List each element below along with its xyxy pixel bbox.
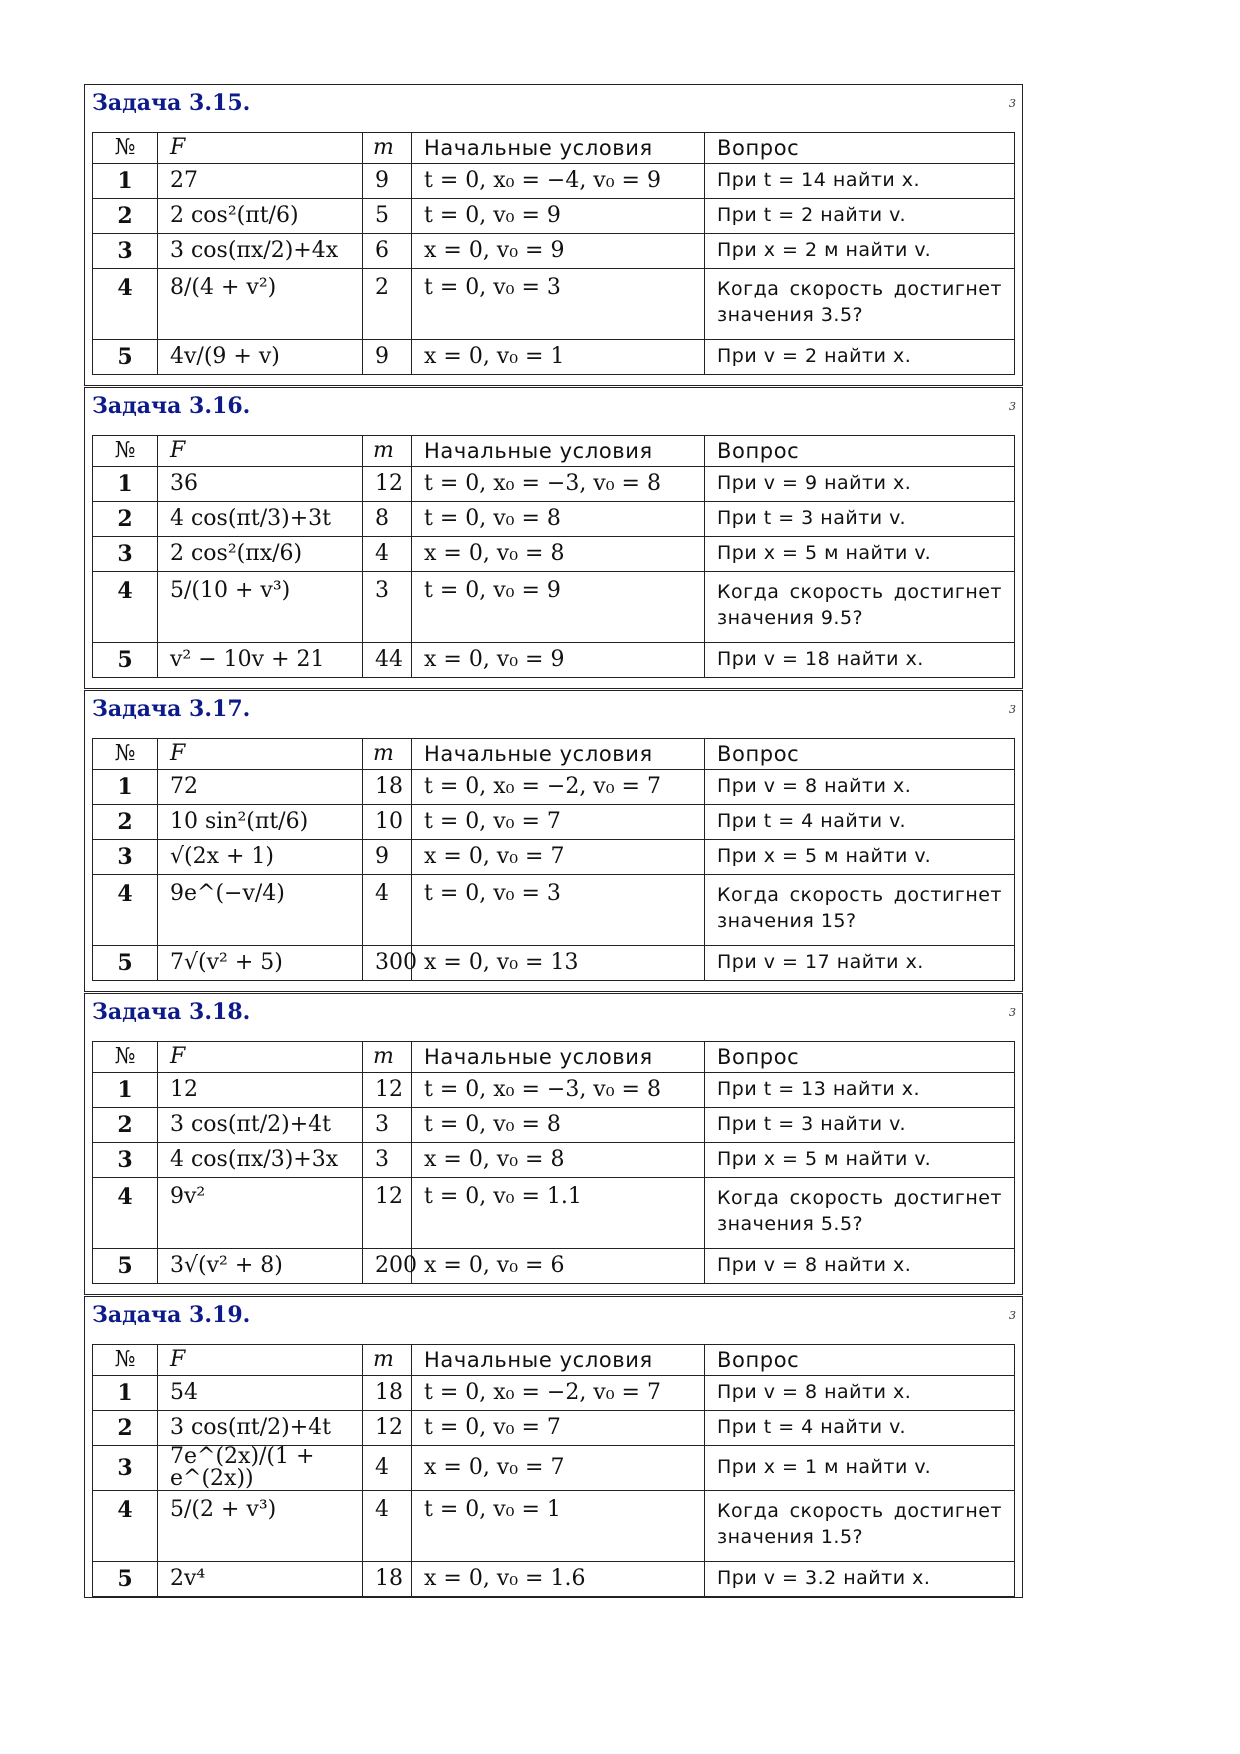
initial-conditions-cell: x = 0, v₀ = 1.6 (412, 1562, 705, 1597)
question-cell (705, 1411, 1015, 1446)
task-block-5 (84, 1296, 1023, 1598)
task-title: Задача 3.19. (92, 1302, 251, 1328)
row-number: 3 (93, 537, 158, 572)
initial-conditions-cell: x = 0, v₀ = 1 (412, 340, 705, 375)
table-row (93, 1411, 1015, 1446)
question-cell (705, 875, 1015, 946)
initial-conditions-cell: t = 0, x₀ = −2, v₀ = 7 (412, 1376, 705, 1411)
row-number: 5 (93, 643, 158, 678)
question-cell (705, 1073, 1015, 1108)
header-mass: m (363, 436, 412, 467)
task-table (92, 132, 1015, 375)
task-header (85, 388, 1022, 432)
task-header (85, 1297, 1022, 1341)
initial-conditions-cell: t = 0, x₀ = −4, v₀ = 9 (412, 164, 705, 199)
force-cell: 12 (158, 1073, 363, 1108)
table-row (93, 1108, 1015, 1143)
question-text: При t = 4 найти v. (717, 1416, 906, 1439)
task-title: Задача 3.17. (92, 696, 251, 722)
force-cell: 54 (158, 1376, 363, 1411)
question-text: При x = 5 м найти v. (717, 845, 932, 868)
table-header-row (93, 1345, 1015, 1376)
mass-cell: 12 (363, 1411, 412, 1446)
mass-cell: 18 (363, 770, 412, 805)
row-number: 4 (93, 875, 158, 946)
question-cell (705, 643, 1015, 678)
mass-cell: 9 (363, 840, 412, 875)
row-number: 2 (93, 502, 158, 537)
row-number: 4 (93, 269, 158, 340)
table-row (93, 1491, 1015, 1562)
force-cell: 3 cos(πt/2)+4t (158, 1411, 363, 1446)
question-text: Когда скорость достигнет значения 5.5? (717, 1187, 1002, 1235)
mass-cell: 3 (363, 572, 412, 643)
mass-cell: 4 (363, 537, 412, 572)
question-text: При v = 17 найти x. (717, 951, 924, 974)
table-row (93, 1143, 1015, 1178)
force-cell: 27 (158, 164, 363, 199)
question-text: При v = 2 найти x. (717, 345, 912, 368)
force-cell: 2 cos²(πx/6) (158, 537, 363, 572)
header-num: № (93, 1042, 158, 1073)
row-number: 1 (93, 770, 158, 805)
row-number: 5 (93, 340, 158, 375)
mass-cell: 12 (363, 1073, 412, 1108)
table-header-row (93, 133, 1015, 164)
question-cell (705, 164, 1015, 199)
question-cell (705, 1178, 1015, 1249)
task-mark: 3 (1009, 97, 1016, 110)
force-cell: √(2x + 1) (158, 840, 363, 875)
question-cell (705, 1108, 1015, 1143)
header-force: F (158, 1345, 363, 1376)
initial-conditions-cell: t = 0, v₀ = 1 (412, 1491, 705, 1562)
question-text: При x = 5 м найти v. (717, 542, 932, 565)
row-number: 1 (93, 1376, 158, 1411)
initial-conditions-cell: x = 0, v₀ = 6 (412, 1249, 705, 1284)
header-initial-conditions: Начальные условия (412, 739, 705, 770)
header-num: № (93, 133, 158, 164)
mass-cell: 4 (363, 1446, 412, 1491)
table-row (93, 572, 1015, 643)
header-mass: m (363, 1042, 412, 1073)
mass-cell: 18 (363, 1376, 412, 1411)
table-row (93, 199, 1015, 234)
question-text: При t = 13 найти x. (717, 1078, 921, 1101)
mass-cell: 5 (363, 199, 412, 234)
initial-conditions-cell: t = 0, v₀ = 7 (412, 805, 705, 840)
table-row (93, 1249, 1015, 1284)
task-table (92, 1041, 1015, 1284)
task-title: Задача 3.18. (92, 999, 251, 1025)
row-number: 2 (93, 199, 158, 234)
row-number: 4 (93, 1178, 158, 1249)
question-cell (705, 572, 1015, 643)
task-block-4 (84, 993, 1023, 1295)
initial-conditions-cell: t = 0, v₀ = 9 (412, 572, 705, 643)
force-cell: 3√(v² + 8) (158, 1249, 363, 1284)
initial-conditions-cell: x = 0, v₀ = 7 (412, 840, 705, 875)
table-row (93, 1178, 1015, 1249)
question-text: При x = 2 м найти v. (717, 239, 932, 262)
header-force: F (158, 133, 363, 164)
initial-conditions-cell: x = 0, v₀ = 8 (412, 537, 705, 572)
row-number: 3 (93, 1143, 158, 1178)
header-initial-conditions: Начальные условия (412, 436, 705, 467)
question-cell (705, 946, 1015, 981)
task-title: Задача 3.16. (92, 393, 251, 419)
mass-cell: 4 (363, 1491, 412, 1562)
header-question: Вопрос (705, 1042, 1015, 1073)
mass-cell: 200 (363, 1249, 412, 1284)
initial-conditions-cell: x = 0, v₀ = 8 (412, 1143, 705, 1178)
initial-conditions-cell: t = 0, v₀ = 3 (412, 875, 705, 946)
task-table (92, 1344, 1015, 1597)
table-row (93, 840, 1015, 875)
question-text: При x = 1 м найти v. (717, 1456, 932, 1479)
table-row (93, 340, 1015, 375)
question-cell (705, 1143, 1015, 1178)
mass-cell: 18 (363, 1562, 412, 1597)
force-cell: 4v/(9 + v) (158, 340, 363, 375)
header-mass: m (363, 739, 412, 770)
question-cell (705, 199, 1015, 234)
mass-cell: 3 (363, 1143, 412, 1178)
task-header (85, 691, 1022, 735)
header-num: № (93, 436, 158, 467)
table-row (93, 946, 1015, 981)
mass-cell: 9 (363, 164, 412, 199)
initial-conditions-cell: x = 0, v₀ = 9 (412, 234, 705, 269)
task-header (85, 994, 1022, 1038)
task-header (85, 85, 1022, 129)
force-cell: 9e^(−v/4) (158, 875, 363, 946)
initial-conditions-cell: t = 0, x₀ = −3, v₀ = 8 (412, 467, 705, 502)
mass-cell: 6 (363, 234, 412, 269)
task-block-2 (84, 387, 1023, 689)
task-mark: 3 (1009, 400, 1016, 413)
table-row (93, 537, 1015, 572)
question-cell (705, 234, 1015, 269)
question-text: Когда скорость достигнет значения 3.5? (717, 278, 1002, 326)
row-number: 2 (93, 805, 158, 840)
row-number: 3 (93, 1446, 158, 1491)
row-number: 4 (93, 572, 158, 643)
initial-conditions-cell: t = 0, v₀ = 7 (412, 1411, 705, 1446)
question-text: При v = 9 найти x. (717, 472, 912, 495)
row-number: 5 (93, 946, 158, 981)
row-number: 1 (93, 164, 158, 199)
header-question: Вопрос (705, 1345, 1015, 1376)
force-cell: 9v² (158, 1178, 363, 1249)
header-mass: m (363, 133, 412, 164)
force-cell: 7e^(2x)/(1 + e^(2x)) (158, 1446, 363, 1491)
force-cell: 3 cos(πt/2)+4t (158, 1108, 363, 1143)
row-number: 5 (93, 1249, 158, 1284)
header-force: F (158, 436, 363, 467)
question-text: При x = 5 м найти v. (717, 1148, 932, 1171)
mass-cell: 8 (363, 502, 412, 537)
force-cell: 72 (158, 770, 363, 805)
initial-conditions-cell: t = 0, v₀ = 9 (412, 199, 705, 234)
row-number: 3 (93, 840, 158, 875)
table-row (93, 234, 1015, 269)
force-cell: 36 (158, 467, 363, 502)
initial-conditions-cell: t = 0, v₀ = 1.1 (412, 1178, 705, 1249)
task-mark: 3 (1009, 1309, 1016, 1322)
question-cell (705, 770, 1015, 805)
force-cell: 5/(10 + v³) (158, 572, 363, 643)
header-initial-conditions: Начальные условия (412, 133, 705, 164)
mass-cell: 12 (363, 1178, 412, 1249)
mass-cell: 300 (363, 946, 412, 981)
initial-conditions-cell: x = 0, v₀ = 13 (412, 946, 705, 981)
force-cell: 5/(2 + v³) (158, 1491, 363, 1562)
mass-cell: 44 (363, 643, 412, 678)
row-number: 2 (93, 1411, 158, 1446)
question-text: При v = 8 найти x. (717, 1381, 912, 1404)
row-number: 1 (93, 1073, 158, 1108)
header-question: Вопрос (705, 739, 1015, 770)
task-block-3 (84, 690, 1023, 992)
table-row (93, 1562, 1015, 1597)
task-table (92, 738, 1015, 981)
question-text: При t = 3 найти v. (717, 507, 906, 530)
question-cell (705, 1562, 1015, 1597)
header-num: № (93, 1345, 158, 1376)
initial-conditions-cell: t = 0, x₀ = −3, v₀ = 8 (412, 1073, 705, 1108)
table-row (93, 805, 1015, 840)
mass-cell: 4 (363, 875, 412, 946)
initial-conditions-cell: t = 0, v₀ = 8 (412, 502, 705, 537)
question-text: При t = 2 найти v. (717, 204, 906, 227)
table-row (93, 770, 1015, 805)
question-cell (705, 1249, 1015, 1284)
table-row (93, 1073, 1015, 1108)
table-row (93, 502, 1015, 537)
force-cell: 2v⁴ (158, 1562, 363, 1597)
header-force: F (158, 1042, 363, 1073)
table-row (93, 1446, 1015, 1491)
table-header-row (93, 436, 1015, 467)
question-cell (705, 805, 1015, 840)
task-list (84, 84, 1023, 1599)
initial-conditions-cell: t = 0, v₀ = 8 (412, 1108, 705, 1143)
force-cell: 3 cos(πx/2)+4x (158, 234, 363, 269)
row-number: 2 (93, 1108, 158, 1143)
force-cell: 2 cos²(πt/6) (158, 199, 363, 234)
table-row (93, 1376, 1015, 1411)
question-cell (705, 1491, 1015, 1562)
header-num: № (93, 739, 158, 770)
question-cell (705, 467, 1015, 502)
row-number: 1 (93, 467, 158, 502)
question-text: При t = 3 найти v. (717, 1113, 906, 1136)
question-cell (705, 1376, 1015, 1411)
mass-cell: 9 (363, 340, 412, 375)
initial-conditions-cell: t = 0, v₀ = 3 (412, 269, 705, 340)
question-text: При v = 8 найти x. (717, 1254, 912, 1277)
table-row (93, 164, 1015, 199)
task-mark: 3 (1009, 703, 1016, 716)
table-row (93, 643, 1015, 678)
header-force: F (158, 739, 363, 770)
force-cell: 4 cos(πt/3)+3t (158, 502, 363, 537)
question-cell (705, 340, 1015, 375)
question-text: При v = 3.2 найти x. (717, 1567, 931, 1590)
header-initial-conditions: Начальные условия (412, 1042, 705, 1073)
mass-cell: 3 (363, 1108, 412, 1143)
row-number: 5 (93, 1562, 158, 1597)
question-cell (705, 269, 1015, 340)
table-header-row (93, 1042, 1015, 1073)
question-text: При v = 18 найти x. (717, 648, 924, 671)
question-cell (705, 840, 1015, 875)
table-header-row (93, 739, 1015, 770)
header-question: Вопрос (705, 436, 1015, 467)
mass-cell: 12 (363, 467, 412, 502)
question-text: Когда скорость достигнет значения 15? (717, 884, 1002, 932)
mass-cell: 10 (363, 805, 412, 840)
force-cell: 4 cos(πx/3)+3x (158, 1143, 363, 1178)
header-initial-conditions: Начальные условия (412, 1345, 705, 1376)
question-text: При t = 4 найти v. (717, 810, 906, 833)
force-cell: v² − 10v + 21 (158, 643, 363, 678)
force-cell: 7√(v² + 5) (158, 946, 363, 981)
initial-conditions-cell: x = 0, v₀ = 7 (412, 1446, 705, 1491)
question-text: При v = 8 найти x. (717, 775, 912, 798)
row-number: 3 (93, 234, 158, 269)
question-cell (705, 1446, 1015, 1491)
table-row (93, 875, 1015, 946)
header-mass: m (363, 1345, 412, 1376)
question-text: Когда скорость достигнет значения 9.5? (717, 581, 1002, 629)
initial-conditions-cell: t = 0, x₀ = −2, v₀ = 7 (412, 770, 705, 805)
task-table (92, 435, 1015, 678)
force-cell: 8/(4 + v²) (158, 269, 363, 340)
task-title: Задача 3.15. (92, 90, 251, 116)
task-block-1 (84, 84, 1023, 386)
table-row (93, 467, 1015, 502)
question-cell (705, 502, 1015, 537)
question-text: При t = 14 найти x. (717, 169, 921, 192)
force-cell: 10 sin²(πt/6) (158, 805, 363, 840)
question-text: Когда скорость достигнет значения 1.5? (717, 1500, 1002, 1548)
table-row (93, 269, 1015, 340)
question-cell (705, 537, 1015, 572)
row-number: 4 (93, 1491, 158, 1562)
initial-conditions-cell: x = 0, v₀ = 9 (412, 643, 705, 678)
task-mark: 3 (1009, 1006, 1016, 1019)
mass-cell: 2 (363, 269, 412, 340)
header-question: Вопрос (705, 133, 1015, 164)
